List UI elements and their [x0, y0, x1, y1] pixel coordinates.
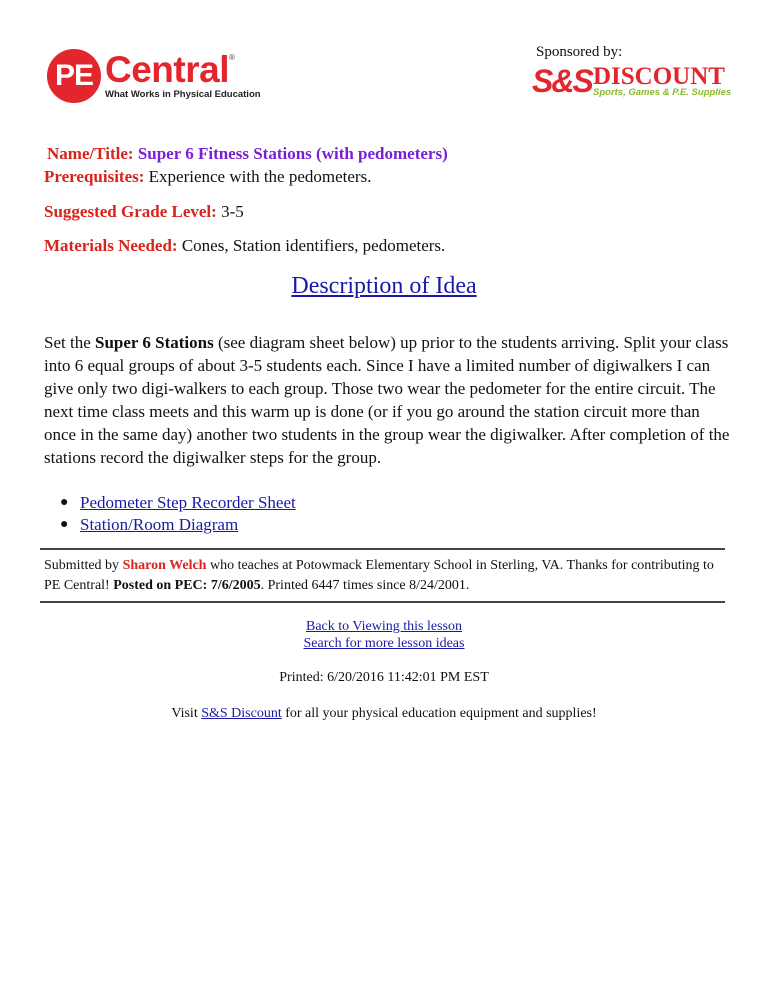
back-to-lesson-link[interactable]: Back to Viewing this lesson — [305, 619, 462, 634]
grade-level-field — [44, 202, 244, 222]
back-link-row — [0, 619, 768, 635]
visit-sponsor-line — [0, 706, 768, 722]
posted-date: Posted on PEC: 7/6/2005 — [113, 578, 261, 593]
printed-timestamp: Printed: 6/20/2016 11:42:01 PM EST — [279, 670, 489, 685]
grade-level-label: Suggested Grade Level: — [44, 202, 217, 221]
resource-links-list — [44, 492, 296, 536]
pedometer-sheet-link[interactable]: Pedometer Step Recorder Sheet — [80, 493, 296, 512]
station-diagram-link[interactable]: Station/Room Diagram — [80, 515, 239, 534]
name-title-field — [47, 144, 448, 164]
description-heading — [0, 273, 768, 300]
ss-logo-mark: S&S — [532, 63, 592, 99]
ss-discount-logo[interactable] — [530, 63, 732, 102]
sponsor-label: Sponsored by: — [536, 44, 623, 60]
bullet-icon: ● — [60, 517, 69, 532]
description-body: (see diagram sheet below) up prior to the students arriving. Split your class into 6 equal groups of about 3-5 students each. Since I have a limited number of digiwalkers I can give only two digi-walkers to each group. Those two wear the pedometer for the entire circuit. The next time class meets and this warm up is done (or if you go around the station circuit more than once in the same day) another two students in the group wear the digiwalker. After completion of the stations record the digiwalker steps for the group. — [44, 333, 730, 467]
description-heading-text: Description of Idea — [291, 273, 477, 299]
description-intro: Set the — [44, 333, 95, 352]
description-bold-term: Super 6 Stations — [95, 333, 214, 352]
prerequisites-value: Experience with the pedometers. — [148, 167, 372, 186]
submission-prefix: Submitted by — [44, 558, 123, 573]
materials-field — [44, 236, 445, 256]
ss-logo-word: DISCOUNT — [593, 63, 725, 90]
submission-middle: who teaches at Potowmack Elementary School in Sterling, VA. Thanks for contributing to PE Central! — [44, 558, 714, 593]
name-title-label: Name/Title: — [47, 144, 134, 163]
pe-logo-tagline: What Works in Physical Education — [105, 89, 261, 100]
list-item — [44, 492, 296, 514]
ss-discount-link[interactable]: S&S Discount — [201, 706, 282, 721]
materials-value: Cones, Station identifiers, pedometers. — [181, 236, 446, 255]
pe-logo-registered: ® — [229, 53, 235, 62]
submission-suffix: . Printed 6447 times since 8/24/2001. — [260, 578, 470, 593]
search-lessons-link[interactable]: Search for more lesson ideas — [303, 636, 465, 651]
prerequisites-label: Prerequisites: — [44, 167, 145, 186]
ss-logo-tagline: Sports, Games & P.E. Supplies — [593, 87, 732, 98]
submission-info — [44, 556, 724, 596]
visit-suffix: for all your physical education equipment and supplies! — [281, 706, 597, 721]
visit-prefix: Visit — [171, 706, 202, 721]
bullet-icon: ● — [60, 495, 69, 510]
list-item — [44, 514, 296, 536]
divider — [40, 548, 725, 550]
materials-label: Materials Needed: — [44, 236, 178, 255]
pe-logo-word: Central — [105, 49, 229, 90]
description-paragraph — [44, 331, 734, 469]
pe-central-logo — [47, 49, 261, 105]
grade-level-value: 3-5 — [221, 202, 244, 221]
submitter-name: Sharon Welch — [122, 558, 207, 573]
prerequisites-field — [44, 167, 371, 187]
pe-logo-mark: PE — [47, 49, 101, 103]
divider — [40, 601, 725, 603]
name-title-value: Super 6 Fitness Stations (with pedometers) — [137, 144, 448, 163]
search-link-row — [0, 636, 768, 652]
